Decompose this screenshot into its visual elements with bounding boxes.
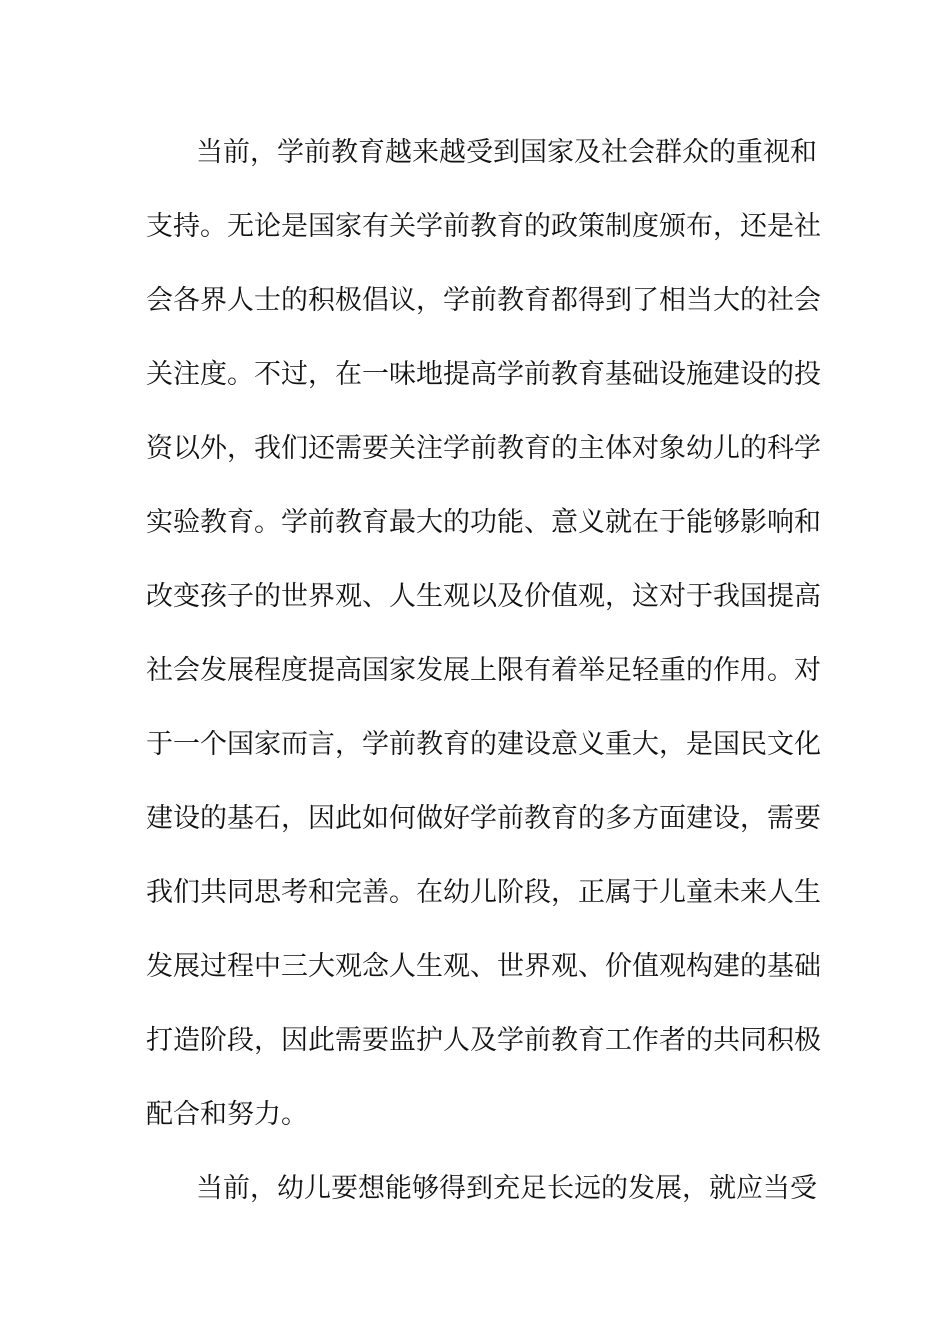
paragraph-1-line-9: 于一个国家而言，学前教育的建设意义重大，是国民文化 (146, 729, 821, 760)
paragraph-1-line-4: 关注度。不过，在一味地提高学前教育基础设施建设的投 (146, 359, 821, 390)
paragraph-1-line-13: 打造阶段，因此需要监护人及学前教育工作者的共同积极 (146, 1025, 821, 1056)
paragraph-1-line-11: 我们共同思考和完善。在幼儿阶段，正属于儿童未来人生 (146, 877, 821, 908)
paragraph-1-line-6: 实验教育。学前教育最大的功能、意义就在于能够影响和 (146, 507, 821, 538)
paragraph-1-line-10: 建设的基石，因此如何做好学前教育的多方面建设，需要 (146, 803, 821, 834)
paragraph-1-line-12: 发展过程中三大观念人生观、世界观、价值观构建的基础 (146, 951, 821, 982)
paragraph-1-line-8: 社会发展程度提高国家发展上限有着举足轻重的作用。对 (146, 655, 821, 686)
paragraph-1-line-2: 支持。无论是国家有关学前教育的政策制度颁布，还是社 (146, 211, 821, 242)
paragraph-1-line-3: 会各界人士的积极倡议，学前教育都得到了相当大的社会 (146, 285, 821, 316)
paragraph-2-line-1: 当前，幼儿要想能够得到充足长远的发展，就应当受 (196, 1173, 817, 1204)
paragraph-1-line-14: 配合和努力。 (146, 1099, 308, 1130)
paragraph-1-line-5: 资以外，我们还需要关注学前教育的主体对象幼儿的科学 (146, 433, 821, 464)
paragraph-1-line-1: 当前，学前教育越来越受到国家及社会群众的重视和 (196, 137, 817, 168)
paragraph-1-line-7: 改变孩子的世界观、人生观以及价值观，这对于我国提高 (146, 581, 821, 612)
